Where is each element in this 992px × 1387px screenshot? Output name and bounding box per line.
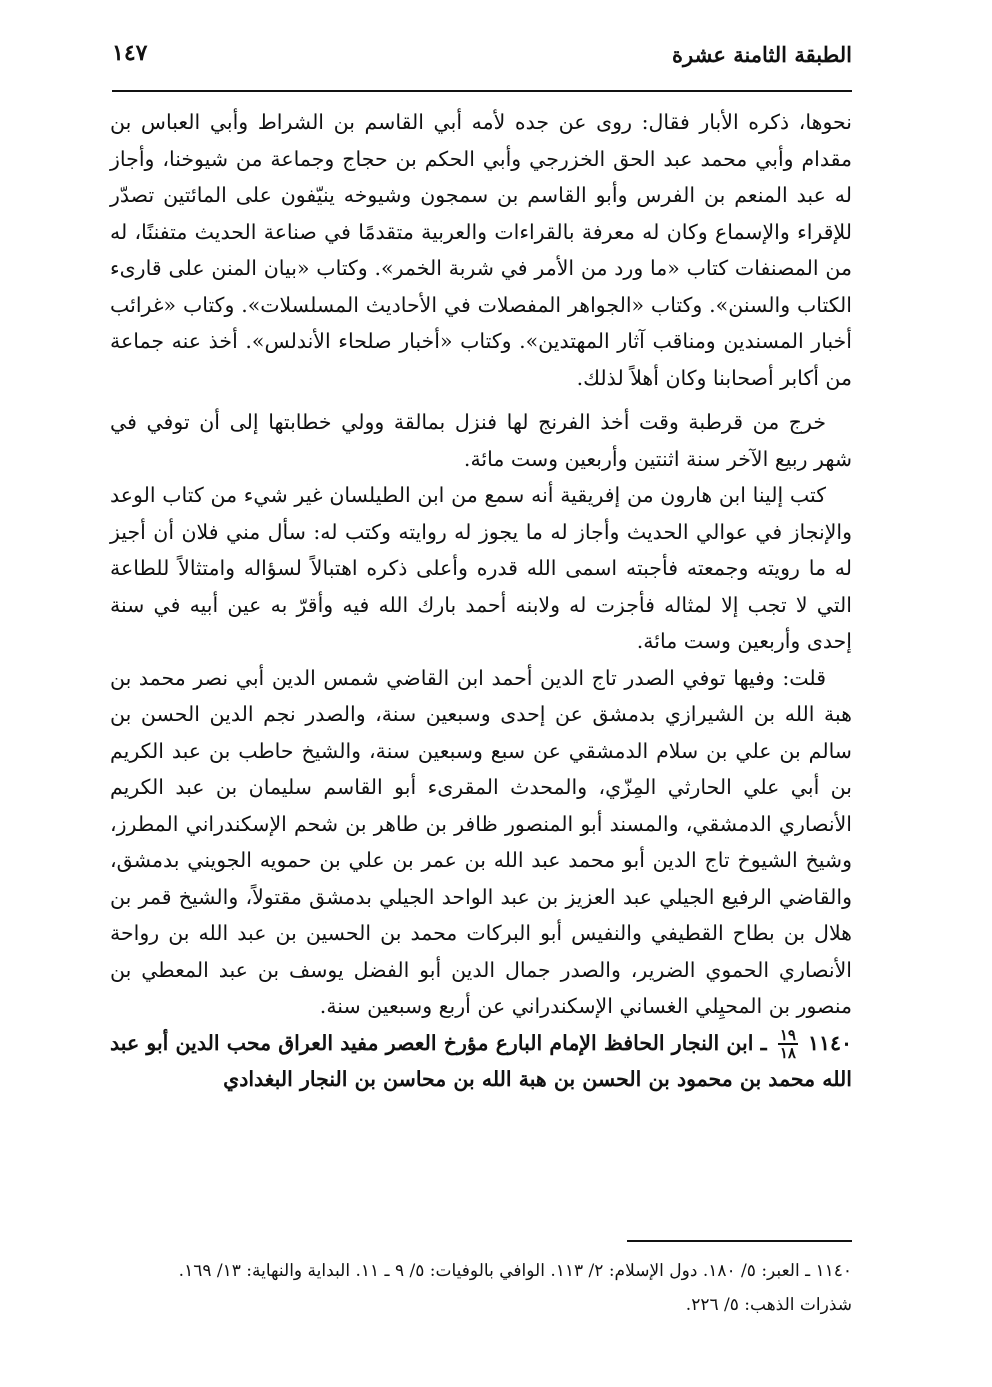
entry-title: ـ ابن النجار الحافظ الإمام البارع مؤرخ العصر مفيد العراق محب الدين أبو عبد الله محمد بن محمود بن الحسن بن هبة الله بن محاسن بن النجار البغدادي	[110, 1030, 852, 1091]
paragraph-biography: نحوها، ذكره الأبار فقال: روى عن جده لأمه أبي القاسم بن الشراط وأبي العباس بن مقدام وأبي محمد عبد الحق الخزرجي وأبي الحكم بن حجاج وجماعة من شيوخنا، وأجاز له عبد المنعم بن الفرس وأبو القاسم بن سمجون وشيوخه ينيّفون على المائتين تصدّر للإقراء والإسماع وكان له معرفة بالقراءات والعربية متقدمًا في صناعة الحديث متفننًا، له من المصنفات كتاب «ما ورد من الأمر في شربة الخمر». وكتاب «بيان المنن على قارىء الكتاب والسنن». وكتاب «الجواهر المفصلات في الأحاديث المسلسلات». وكتاب «غرائب أخبار المسندين ومناقب آثار المهتدين». وكتاب «أخبار صلحاء الأندلس». أخذ عنه جماعة من أكابر أصحابنا وكان أهلاً لذلك.	[110, 110, 852, 390]
entry-number: ١١٤٠	[807, 1030, 852, 1055]
header-rule	[112, 90, 852, 92]
page-header	[112, 40, 852, 80]
fraction-denominator: ١٨	[779, 1044, 796, 1062]
paragraph-ijaza: كتب إلينا ابن هارون من إفريقية أنه سمع من ابن الطيلسان غير شيء من كتاب الوعد والإنجاز في عوالي الحديث وأجاز له ما يجوز له روايته وكتب له: سأل مني فلان أن أجيز له ما رويته وجمعته فأجبته اسمى الله قدره وأعلى ذكره اهتبالاً لسؤاله وامتثالاً للطاعة التي لا تجب إلا لمثاله فأجزت له ولابنه أحمد بارك الله فيه وأقرّ به عين أبيه في سنة إحدى وأربعين وست مائة.	[110, 483, 852, 653]
running-title: الطبقة الثامنة عشرة	[672, 42, 852, 67]
page-number: ١٤٧	[112, 40, 148, 66]
entry-fraction	[778, 1027, 798, 1061]
paragraph-deaths: قلت: وفيها توفي الصدر تاج الدين أحمد ابن القاضي شمس الدين أبي نصر محمد بن هبة الله بن الشيرازي بدمشق عن إحدى وسبعين سنة، والصدر نجم الدين الحسن بن سالم بن علي بن سلام الدمشقي عن سبع وسبعين سنة، والشيخ حاطب بن عبد الكريم بن أبي علي الحارثي المِزّي، والمحدث المقرىء أبو القاسم سليمان بن عبد الكريم الأنصاري الدمشقي، والمسند أبو المنصور ظافر بن طاهر بن شحم الإسكندراني المطرز، وشيخ الشيوخ تاج الدين أبو محمد عبد الله بن عمر بن علي بن حمويه الجويني بدمشق، والقاضي الرفيع الجيلي عبد العزيز بن عبد الواحد الجيلي بدمشق مقتولاً، والشيخ قمر بن هلال بن بطاح القطيفي والنفيس أبو البركات محمد بن الحسين بن عبد الله بن رواحة الأنصاري الحموي الضرير، والصدر جمال الدين أبو الفضل يوسف بن عبد المعطي بن منصور بن المحيِلي الغساني الإسكندراني عن أربع وسبعين سنة.	[110, 665, 852, 1018]
paragraph-departure: خرج من قرطبة وقت أخذ الفرنج لها فنزل بمالقة وولي خطابتها إلى أن توفي في شهر ربيع الآخر سنة اثنتين وأربعين وست مائة.	[110, 410, 852, 471]
footnote-line-2: شذرات الذهب: ٥/ ٢٢٦.	[685, 1295, 852, 1315]
footnotes	[110, 1254, 852, 1322]
entry-heading	[110, 1025, 852, 1098]
main-text	[110, 104, 852, 1098]
footnote-rule	[627, 1240, 852, 1242]
footnote-line-1: ١١٤٠ ـ العبر: ٥/ ١٨٠. دول الإسلام: ٢/ ١١٣. الوافي بالوفيات: ٥/ ٩ ـ ١١. البداية والنهاية: ١٣/ ١٦٩.	[178, 1261, 852, 1281]
fraction-numerator: ١٩	[779, 1026, 796, 1044]
